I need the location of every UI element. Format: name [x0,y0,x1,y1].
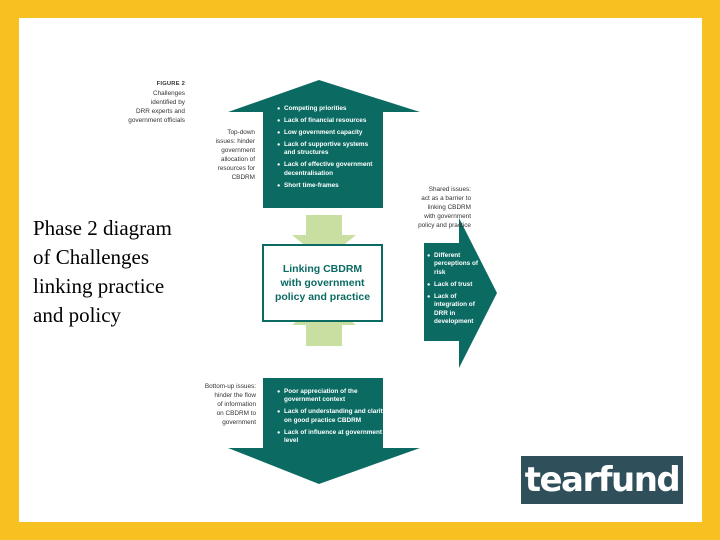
top-down-list [277,105,381,194]
slide [19,18,702,522]
caption-line: linking practice [33,274,165,298]
tearfund-logo [521,456,683,504]
center-line: policy and practice [274,291,371,303]
top-down-item: ● Lack of financial resources [277,117,381,125]
bottom-up-label [179,382,256,427]
top-down-label-line: allocation of [220,156,255,163]
figure-caption-line: Challenges [153,90,185,97]
bottom-up-label-line: of information [217,401,256,408]
shared-item: ● Different perceptions of risk [427,252,489,277]
top-down-label-line: government [221,147,255,154]
shared-label-line: act as a barrier to [421,195,471,202]
center-box [262,244,383,322]
caption-line: Phase 2 diagram [33,216,172,240]
shared-item: ● Lack of integration of DRR in development [427,293,489,327]
bottom-up-label-line: on CBDRM to [216,410,256,417]
bottom-up-item: ● Lack of understanding and clarity on good practice CBDRM [277,408,389,425]
top-down-item: ● Short time-frames [277,182,381,190]
shared-item: ● Lack of trust [427,281,489,289]
figure-label: FIGURE 2 [156,81,185,87]
bottom-up-item: ● Poor appreciation of the government context [277,388,389,405]
bottom-up-label-line: Bottom-up issues: [204,383,256,390]
caption-line: of Challenges [33,245,150,269]
shared-label-line: with government [424,213,471,220]
center-line: Linking CBDRM [282,263,363,275]
shared-label-line: Shared issues: [428,186,471,193]
bottom-up-label-line: government [222,419,256,426]
top-down-item: ● Lack of supportive systems and structures [277,141,381,158]
caption-line: and policy [33,303,122,327]
logo-text: tearfund [524,460,680,500]
bottom-up-item: ● Lack of influence at government level [277,429,389,446]
bottom-up-label-line: hinder the flow [214,392,256,399]
figure-caption-line: identified by [150,99,185,106]
figure-caption-line: DRR experts and [135,108,185,115]
center-line: with government [280,277,365,289]
bottom-up-list [277,388,389,449]
top-down-label-line: issues: hinder [215,138,255,145]
top-down-item: ● Lack of effective government decentralisation [277,161,381,178]
top-down-label-line: resources for [217,165,255,172]
top-down-item: ● Competing priorities [277,105,381,113]
figure-caption [115,80,185,125]
top-down-label [195,128,255,182]
top-down-label-line: Top-down [227,129,255,136]
shared-label [395,185,471,230]
shared-label-line: policy and practice [418,222,471,229]
top-down-label-line: CBDRM [231,174,255,181]
shared-label-line: linking CBDRM [427,204,471,211]
figure-caption-line: government officials [128,117,185,124]
top-down-item: ● Low government capacity [277,129,381,137]
shared-list [427,252,489,330]
